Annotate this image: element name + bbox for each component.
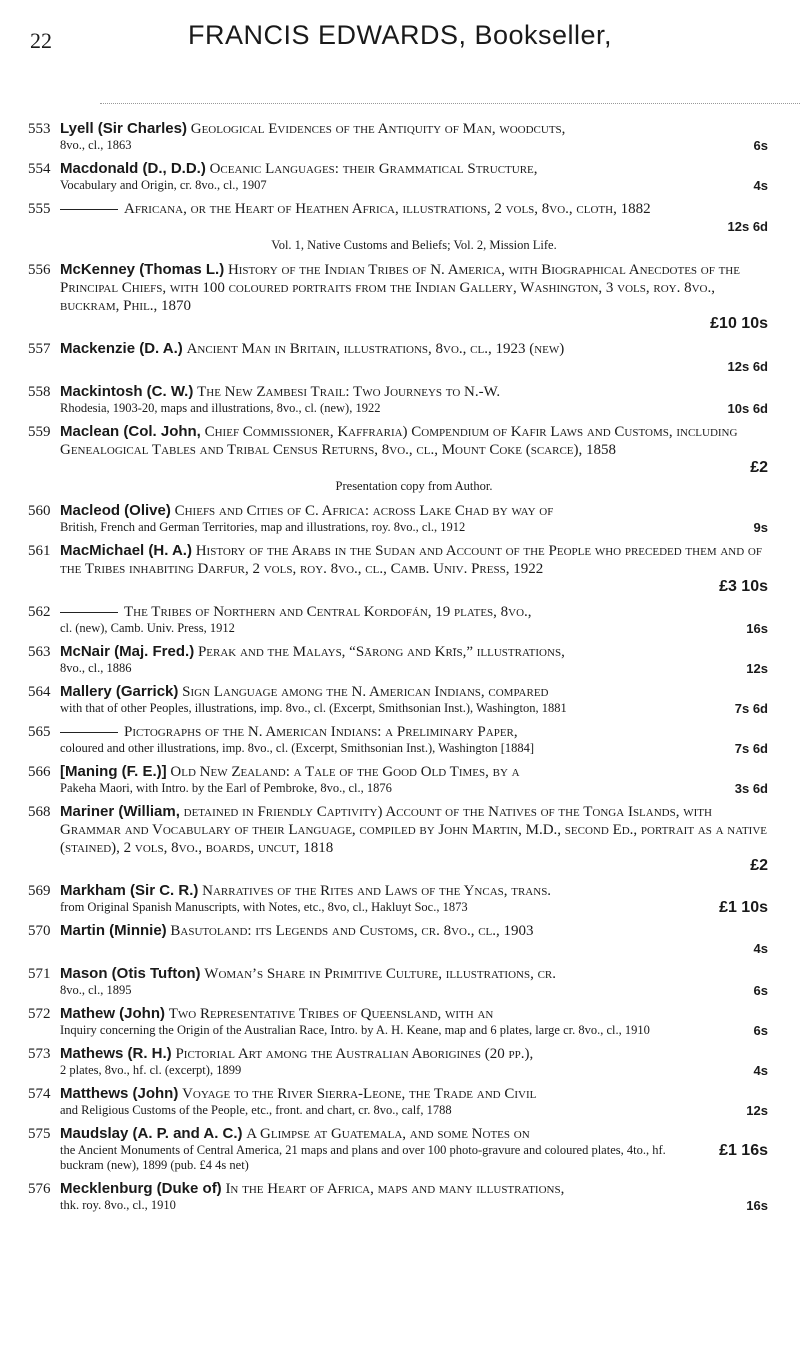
entry-price: 4s (753, 178, 768, 193)
entry-details (60, 1103, 768, 1118)
entry-title: Narratives of the Rites and Laws of the Yncas, trans. (202, 883, 552, 899)
entry-author: Mathews (R. H.) (60, 1045, 172, 1062)
catalogue-entry (28, 340, 768, 376)
entry-details-text: 8vo., cl., 1895 (60, 983, 132, 997)
entry-price: £10 10s (710, 315, 768, 332)
entry-author: Mecklenburg (Duke of) (60, 1180, 222, 1197)
entry-details-text: with that of other Peoples, illustrations, imp. 8vo., cl. (Excerpt, Smithsonian Inst.), Washington, 1881 (60, 701, 567, 715)
entry-details-text: 8vo., cl., 1886 (60, 661, 132, 675)
entry-author: McNair (Maj. Fred.) (60, 643, 195, 660)
entry-price: 9s (753, 520, 768, 535)
entry-price: 7s 6d (734, 741, 768, 756)
catalogue-entry (28, 603, 768, 636)
entry-number: 559 (28, 424, 51, 440)
entry-number: 564 (28, 684, 51, 700)
entry-details-text: the Ancient Monuments of Central America, 21 maps and plans and over 100 photo-gravure and coloured plates, 4to., hf. buckram (new), 1899 (pub. £4 4s net) (60, 1143, 666, 1172)
entry-details (60, 520, 768, 535)
page-header (30, 20, 770, 60)
entry-details-text: from Original Spanish Manuscripts, with Notes, etc., 8vo, cl., Hakluyt Soc., 1873 (60, 900, 468, 914)
entry-details-text: thk. roy. 8vo., cl., 1910 (60, 1198, 176, 1212)
catalogue-entry (28, 643, 768, 676)
entry-price: 12s (746, 1103, 768, 1118)
entry-details (60, 900, 768, 915)
entry-number: 576 (28, 1181, 51, 1197)
catalogue-entry (28, 542, 768, 596)
catalogue-entry (28, 1125, 768, 1173)
catalogue-entry (28, 1005, 768, 1038)
entry-price: 16s (746, 1198, 768, 1213)
entry-author: Mathew (John) (60, 1005, 165, 1022)
catalogue-entry (28, 261, 768, 333)
entry-author: [Maning (F. E.)] (60, 763, 167, 780)
entry-number: 572 (28, 1006, 51, 1022)
entry-details (60, 983, 768, 998)
entry-title: Geological Evidences of the Antiquity of Man, woodcuts, (190, 121, 566, 137)
entry-number: 574 (28, 1086, 51, 1102)
entry-details-text: and Religious Customs of the People, etc., front. and chart, cr. 8vo., calf, 1788 (60, 1103, 452, 1117)
ditto-dash (60, 612, 118, 613)
catalogue-entry (28, 502, 768, 535)
entry-details (60, 1198, 768, 1213)
entry-author: Mariner (William, (60, 803, 180, 820)
entry-details (60, 401, 768, 416)
catalogue-entry (28, 803, 768, 875)
entry-title: Sign Language among the N. American Indians, compared (182, 684, 549, 700)
entry-price: 10s 6d (727, 401, 768, 416)
entry-author: Mackintosh (C. W.) (60, 383, 194, 400)
entry-author: McKenney (Thomas L.) (60, 261, 225, 278)
entry-details (60, 138, 768, 153)
entry-title: The New Zambesi Trail: Two Journeys to N.-W. (197, 384, 501, 400)
catalogue-entry (28, 383, 768, 416)
entry-details (60, 781, 768, 796)
catalogue-entries (28, 120, 768, 1220)
entry-details (60, 701, 768, 716)
catalogue-entry (28, 120, 768, 153)
entry-number: 566 (28, 764, 51, 780)
entry-number: 556 (28, 262, 51, 278)
entry-title: Basutoland: its Legends and Customs, cr. 8vo., cl., 1903 (170, 923, 534, 939)
header-rule (100, 103, 800, 105)
entry-details-text: Vocabulary and Origin, cr. 8vo., cl., 1907 (60, 178, 267, 192)
entry-details-text: cl. (new), Camb. Univ. Press, 1912 (60, 621, 235, 635)
entry-number: 570 (28, 923, 51, 939)
entry-details-text: Rhodesia, 1903-20, maps and illustrations, 8vo., cl. (new), 1922 (60, 401, 381, 415)
entry-title: Chief Commissioner, Kaffraria) Compendium of Kafir Laws and Customs, including Genealogical Tables and Tribal Census Returns, 8vo., cl., Mount Coke (scarce), 1858 (60, 424, 738, 458)
catalogue-entry (28, 423, 768, 495)
entry-author: Matthews (John) (60, 1085, 179, 1102)
entry-price: 16s (746, 621, 768, 636)
entry-details (60, 621, 768, 636)
entry-number: 554 (28, 161, 51, 177)
entry-details-text: coloured and other illustrations, imp. 8vo., cl. (Excerpt, Smithsonian Inst.), Washington [1884] (60, 741, 535, 755)
entry-number: 568 (28, 804, 51, 820)
entry-price: 7s 6d (734, 701, 768, 716)
entry-note: Vol. 1, Native Customs and Beliefs; Vol. 2, Mission Life. (271, 238, 557, 252)
entry-price: 6s (753, 983, 768, 998)
entry-title: Chiefs and Cities of C. Africa: across Lake Chad by way of (174, 503, 554, 519)
entry-number: 557 (28, 341, 51, 357)
entry-author: Martin (Minnie) (60, 922, 167, 939)
entry-number: 553 (28, 121, 51, 137)
entry-price: £1 10s (719, 899, 768, 916)
entry-title: In the Heart of Africa, maps and many illustrations, (225, 1181, 565, 1197)
entry-number: 573 (28, 1046, 51, 1062)
entry-title: History of the Arabs in the Sudan and Account of the People who preceded them and of the Tribes inhabiting Darfur, 2 vols, roy. 8vo., cl., Camb. Univ. Press, 1922 (60, 543, 762, 577)
entry-price: 4s (753, 941, 768, 956)
catalogue-entry (28, 965, 768, 998)
entry-number: 563 (28, 644, 51, 660)
entry-author: Macdonald (D., D.D.) (60, 160, 206, 177)
entry-author: Maudslay (A. P. and A. C.) (60, 1125, 243, 1142)
entry-title: Africana, or the Heart of Heathen Africa, illustrations, 2 vols, 8vo., cloth, 1882 (124, 201, 651, 217)
catalogue-entry (28, 1180, 768, 1213)
catalogue-entry (28, 882, 768, 915)
entry-details (60, 741, 768, 756)
entry-title: Voyage to the River Sierra-Leone, the Trade and Civil (182, 1086, 537, 1102)
entry-title: Woman’s Share in Primitive Culture, illustrations, cr. (204, 966, 557, 982)
running-title: FRANCIS EDWARDS, Bookseller, (187, 20, 613, 50)
entry-title: Old New Zealand: a Tale of the Good Old Times, by a (170, 764, 520, 780)
entry-details-text: 8vo., cl., 1863 (60, 138, 132, 152)
entry-price: 4s (753, 1063, 768, 1078)
entry-details-text: 2 plates, 8vo., hf. cl. (excerpt), 1899 (60, 1063, 242, 1077)
entry-details-text: Inquiry concerning the Origin of the Australian Race, Intro. by A. H. Keane, map and 6 plates, large cr. 8vo., cl., 1910 (60, 1023, 650, 1037)
entry-title: History of the Indian Tribes of N. America, with Biographical Anecdotes of the Principal Chiefs, with 100 coloured portraits from the Indian Gallery, Washington, 3 vols, roy. 8vo., buckram, Phil., 1870 (60, 262, 740, 314)
entry-details (60, 1023, 768, 1038)
entry-number: 575 (28, 1126, 51, 1142)
entry-number: 560 (28, 503, 51, 519)
entry-title: Pictorial Art among the Australian Aborigines (20 pp.), (175, 1046, 534, 1062)
entry-author: Lyell (Sir Charles) (60, 120, 187, 137)
entry-number: 569 (28, 883, 51, 899)
catalogue-entry (28, 683, 768, 716)
catalogue-entry (28, 200, 768, 254)
entry-details (60, 178, 768, 193)
entry-title: detained in Friendly Captivity) Account of the Natives of the Tonga Islands, with Grammar and Vocabulary of their Language, compiled by John Martin, M.D., second Ed., portrait as a native (stained), 2 vols, 8vo., boards, uncut, 1818 (60, 804, 768, 856)
entry-price: 12s (746, 661, 768, 676)
entry-number: 561 (28, 543, 51, 559)
entry-number: 565 (28, 724, 51, 740)
entry-title: The Tribes of Northern and Central Kordofán, 19 plates, 8vo., (124, 604, 532, 620)
catalogue-entry (28, 1045, 768, 1078)
entry-author: Markham (Sir C. R.) (60, 882, 199, 899)
entry-note: Presentation copy from Author. (335, 479, 493, 493)
entry-price: 12s 6d (727, 359, 768, 374)
entry-title: Oceanic Languages: their Grammatical Structure, (209, 161, 538, 177)
page-number: 22 (30, 28, 52, 53)
entry-price: 6s (753, 138, 768, 153)
entry-price: 6s (753, 1023, 768, 1038)
entry-number: 558 (28, 384, 51, 400)
entry-author: Mackenzie (D. A.) (60, 340, 183, 357)
entry-title: Ancient Man in Britain, illustrations, 8vo., cl., 1923 (new) (186, 341, 565, 357)
entry-price: £3 10s (719, 578, 768, 595)
entry-price: £2 (750, 857, 768, 874)
entry-author: Mallery (Garrick) (60, 683, 179, 700)
entry-details-text: Pakeha Maori, with Intro. by the Earl of Pembroke, 8vo., cl., 1876 (60, 781, 392, 795)
entry-title: Two Representative Tribes of Queensland, with an (168, 1006, 494, 1022)
entry-title: Pictographs of the N. American Indians: a Preliminary Paper, (124, 724, 518, 740)
catalogue-entry (28, 763, 768, 796)
entry-price: £1 16s (719, 1142, 768, 1159)
entry-details-text: British, French and German Territories, map and illustrations, roy. 8vo., cl., 1912 (60, 520, 466, 534)
entry-title: Perak and the Malays, “Sārong and Krīs,” illustrations, (197, 644, 565, 660)
entry-number: 562 (28, 604, 51, 620)
catalogue-entry (28, 922, 768, 958)
catalogue-entry (28, 160, 768, 193)
entry-details (60, 661, 768, 676)
entry-price: 3s 6d (734, 781, 768, 796)
entry-details (60, 1143, 768, 1173)
entry-price: 12s 6d (727, 219, 768, 234)
entry-author: MacMichael (H. A.) (60, 542, 192, 559)
entry-number: 571 (28, 966, 51, 982)
entry-details (60, 1063, 768, 1078)
entry-number: 555 (28, 201, 51, 217)
ditto-dash (60, 209, 118, 210)
entry-price: £2 (750, 459, 768, 476)
catalogue-entry (28, 723, 768, 756)
entry-author: Macleod (Olive) (60, 502, 171, 519)
ditto-dash (60, 732, 118, 733)
entry-author: Maclean (Col. John, (60, 423, 201, 440)
entry-author: Mason (Otis Tufton) (60, 965, 201, 982)
entry-title: A Glimpse at Guatemala, and some Notes on (246, 1126, 530, 1142)
catalogue-entry (28, 1085, 768, 1118)
